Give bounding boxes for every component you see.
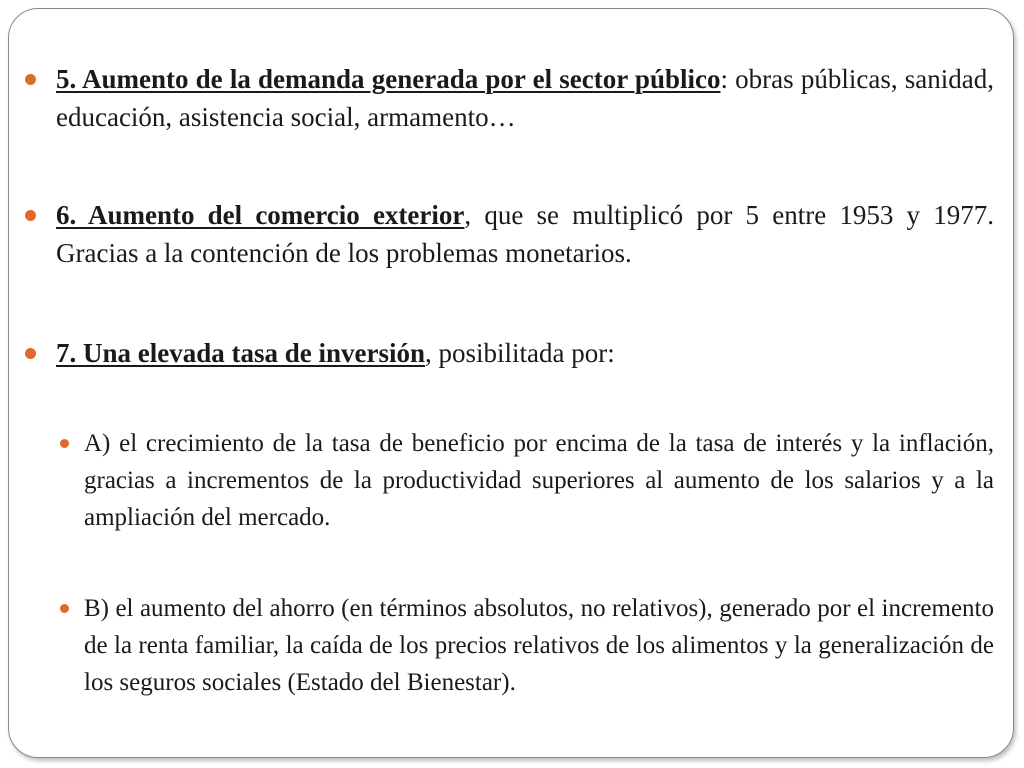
bullet-item-5-heading: 5. Aumento de la demanda generada por el sector público — [56, 64, 721, 94]
sub-bullet-b-text: B) el aumento del ahorro (en términos absolutos, no relativos), generado por el incremento de la renta familiar, la caída de los precios relativos de los alimentos y la generalización de los seguros sociales (Estado del Bienestar). — [84, 595, 994, 696]
bullet-item-6-text: , que se multiplicó por 5 entre 1953 y 1977. Gracias a la contención de los problemas monetarios. — [56, 200, 994, 268]
sub-bullet-a-text: A) el crecimiento de la tasa de beneficio por encima de la tasa de interés y la inflación, gracias a incrementos de la productividad superiores al aumento de los salarios y a la ampliación del mercado. — [84, 430, 994, 531]
sub-bullet-b — [84, 590, 994, 701]
bullet-item-5-text: : obras públicas, sanidad, educación, asistencia social, armamento… — [56, 64, 994, 132]
bullet-item-6 — [56, 196, 994, 272]
sub-bullet-dot — [60, 604, 69, 613]
bullet-item-6-heading: 6. Aumento del comercio exterior — [56, 200, 465, 230]
bullet-dot — [25, 74, 36, 85]
bullet-dot — [25, 210, 36, 221]
bullet-item-7-text: , posibilitada por: — [425, 338, 615, 368]
bullet-item-5 — [56, 60, 994, 136]
bullet-item-7-heading: 7. Una elevada tasa de inversión — [56, 338, 426, 368]
sub-bullet-dot — [60, 439, 69, 448]
sub-bullet-a — [84, 425, 994, 536]
bullet-dot — [25, 348, 36, 359]
bullet-item-7 — [56, 334, 994, 372]
